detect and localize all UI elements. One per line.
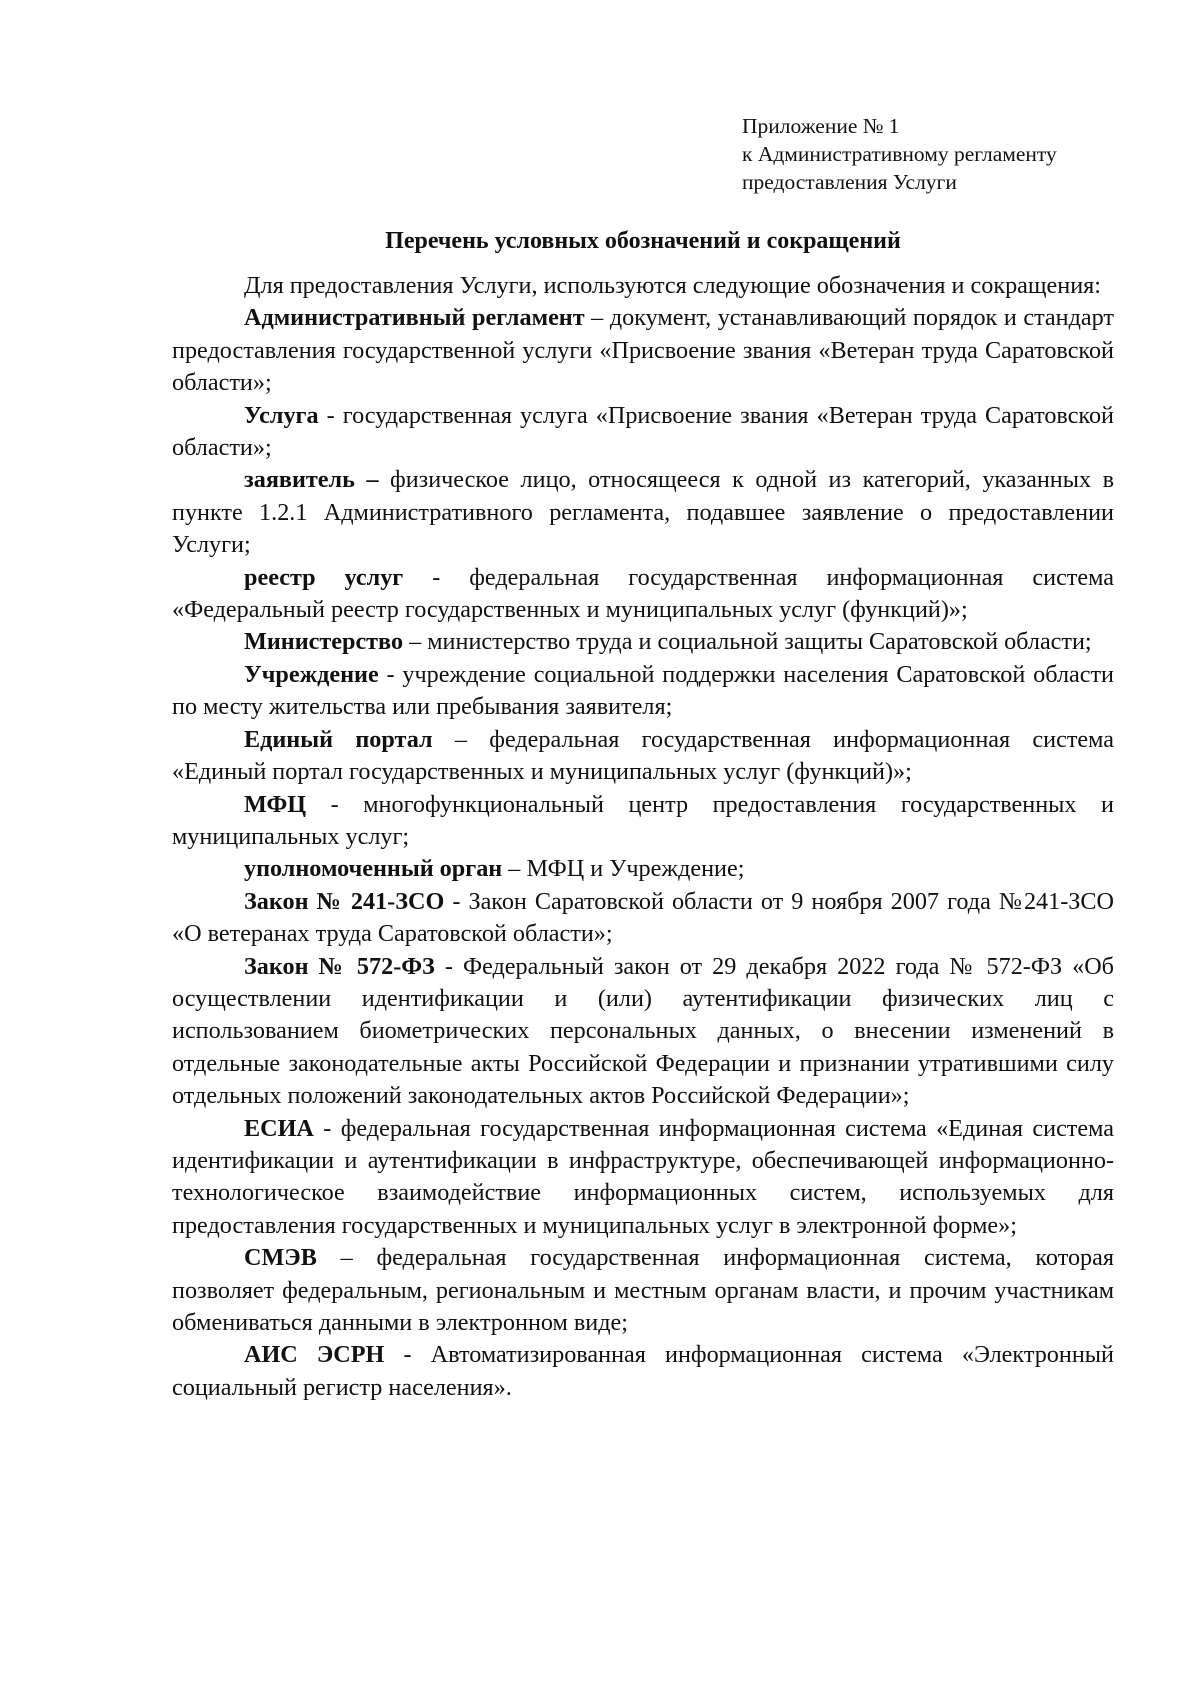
definition-separator: – xyxy=(316,1244,377,1272)
definition-separator: - xyxy=(378,660,403,688)
definition-item xyxy=(172,626,1114,658)
definition-separator: – xyxy=(432,725,490,753)
definition-text: государственная услуга «Присвоение звания «Ветеран труда Саратовской области»; xyxy=(172,401,1114,462)
appendix-line-3: предоставления Услуги xyxy=(742,170,957,194)
definition-item xyxy=(172,400,1114,465)
appendix-line-2: к Административному регламенту xyxy=(742,142,1057,166)
definition-item xyxy=(172,886,1114,951)
definition-term: заявитель – xyxy=(244,466,379,494)
document-title: Перечень условных обозначений и сокращений xyxy=(385,228,901,254)
definition-item xyxy=(172,562,1114,627)
definition-text: Федеральный закон от 29 декабря 2022 года № 572-ФЗ «Об осуществлении идентификации и (или) аутентификации физических лиц с использованием биометрических персональных данных, о внесении изменений в отдельные законодательные акты Российской Федерации и признании утратившими силу отдельных положений законодательных актов Российской Федерации»; xyxy=(172,952,1114,1110)
definition-item xyxy=(172,1242,1114,1339)
definition-text: федеральная государственная информационная система, которая позволяет федеральным, региональным и местным органам власти, и прочим участникам обмениваться данными в электронном виде; xyxy=(172,1244,1114,1336)
definition-term: Единый портал xyxy=(244,725,433,753)
definition-item xyxy=(172,1339,1114,1404)
definition-text: Закон Саратовской области от 9 ноября 2007 года №241-ЗСО «О ветеранах труда Саратовской области»; xyxy=(172,887,1115,948)
appendix-line-1: Приложение № 1 xyxy=(742,114,900,138)
definition-term: Закон № 241-ЗСО xyxy=(244,887,445,915)
definition-term: МФЦ xyxy=(244,790,307,818)
definition-item xyxy=(172,464,1114,561)
appendix-header xyxy=(742,112,1162,196)
definition-text: документ, устанавливающий порядок и стандарт предоставления государственной услуги «Присвоение звания «Ветеран труда Саратовской области»; xyxy=(172,304,1114,397)
definition-text: физическое лицо, относящееся к одной из категорий, указанных в пункте 1.2.1 Административного регламента, подавшее заявление о предоставлении Услуги; xyxy=(172,466,1115,559)
definition-text: учреждение социальной поддержки населения Саратовской области по месту жительства или пребывания заявителя; xyxy=(172,660,1115,721)
document-body xyxy=(172,270,1114,1404)
definition-separator: - xyxy=(318,401,343,429)
definition-separator: – xyxy=(502,855,527,883)
definition-text: федеральная государственная информационная система «Федеральный реестр государственных и муниципальных услуг (функций)»; xyxy=(172,563,1114,624)
definition-separator: – xyxy=(403,628,428,656)
definition-term: Учреждение xyxy=(244,660,379,688)
intro-paragraph: Для предоставления Услуги, используются следующие обозначения и сокращения: xyxy=(244,272,1102,299)
definition-separator: - xyxy=(306,790,364,818)
definition-text: многофункциональный центр предоставления государственных и муниципальных услуг; xyxy=(172,790,1114,850)
definition-term: Министерство xyxy=(244,628,404,656)
definition-separator: - xyxy=(444,887,469,915)
definition-text: федеральная государственная информационная система «Единая система идентификации и аутентификации в инфраструктуре, обеспечивающей информационно-технологическое взаимодействие информационных систем, используемых для предоставления государственных и муниципальных услуг в электронной форме»; xyxy=(172,1114,1114,1239)
definition-separator: - xyxy=(384,1341,431,1369)
definition-separator: - xyxy=(313,1114,341,1142)
definition-separator: - xyxy=(434,952,463,980)
definition-text: МФЦ и Учреждение; xyxy=(526,855,745,883)
definition-term: Закон № 572-ФЗ xyxy=(244,952,435,980)
definition-text: Автоматизированная информационная система «Электронный социальный регистр населения». xyxy=(172,1341,1114,1401)
definition-term: СМЭВ xyxy=(244,1244,317,1272)
definition-separator: – xyxy=(584,304,610,332)
definition-term: АИС ЭСРН xyxy=(244,1341,385,1369)
definition-item xyxy=(172,302,1114,399)
definition-term: реестр услуг xyxy=(244,563,404,591)
definition-term: ЕСИА xyxy=(244,1114,314,1142)
definition-term: Услуга xyxy=(244,401,319,429)
definition-item xyxy=(172,659,1114,724)
definition-item xyxy=(172,789,1114,854)
definition-separator xyxy=(379,466,391,493)
definition-term: Административный регламент xyxy=(244,304,585,332)
definition-text: федеральная государственная информационная система «Единый портал государственных и муниципальных услуг (функций)»; xyxy=(172,725,1115,786)
definition-text: министерство труда и социальной защиты Саратовской области; xyxy=(427,628,1092,656)
definition-item xyxy=(172,1113,1114,1243)
definition-item xyxy=(172,724,1114,789)
definition-term: уполномоченный орган xyxy=(244,855,503,883)
definition-item xyxy=(172,951,1114,1113)
definition-separator: - xyxy=(403,563,470,591)
definition-item xyxy=(172,853,1114,885)
